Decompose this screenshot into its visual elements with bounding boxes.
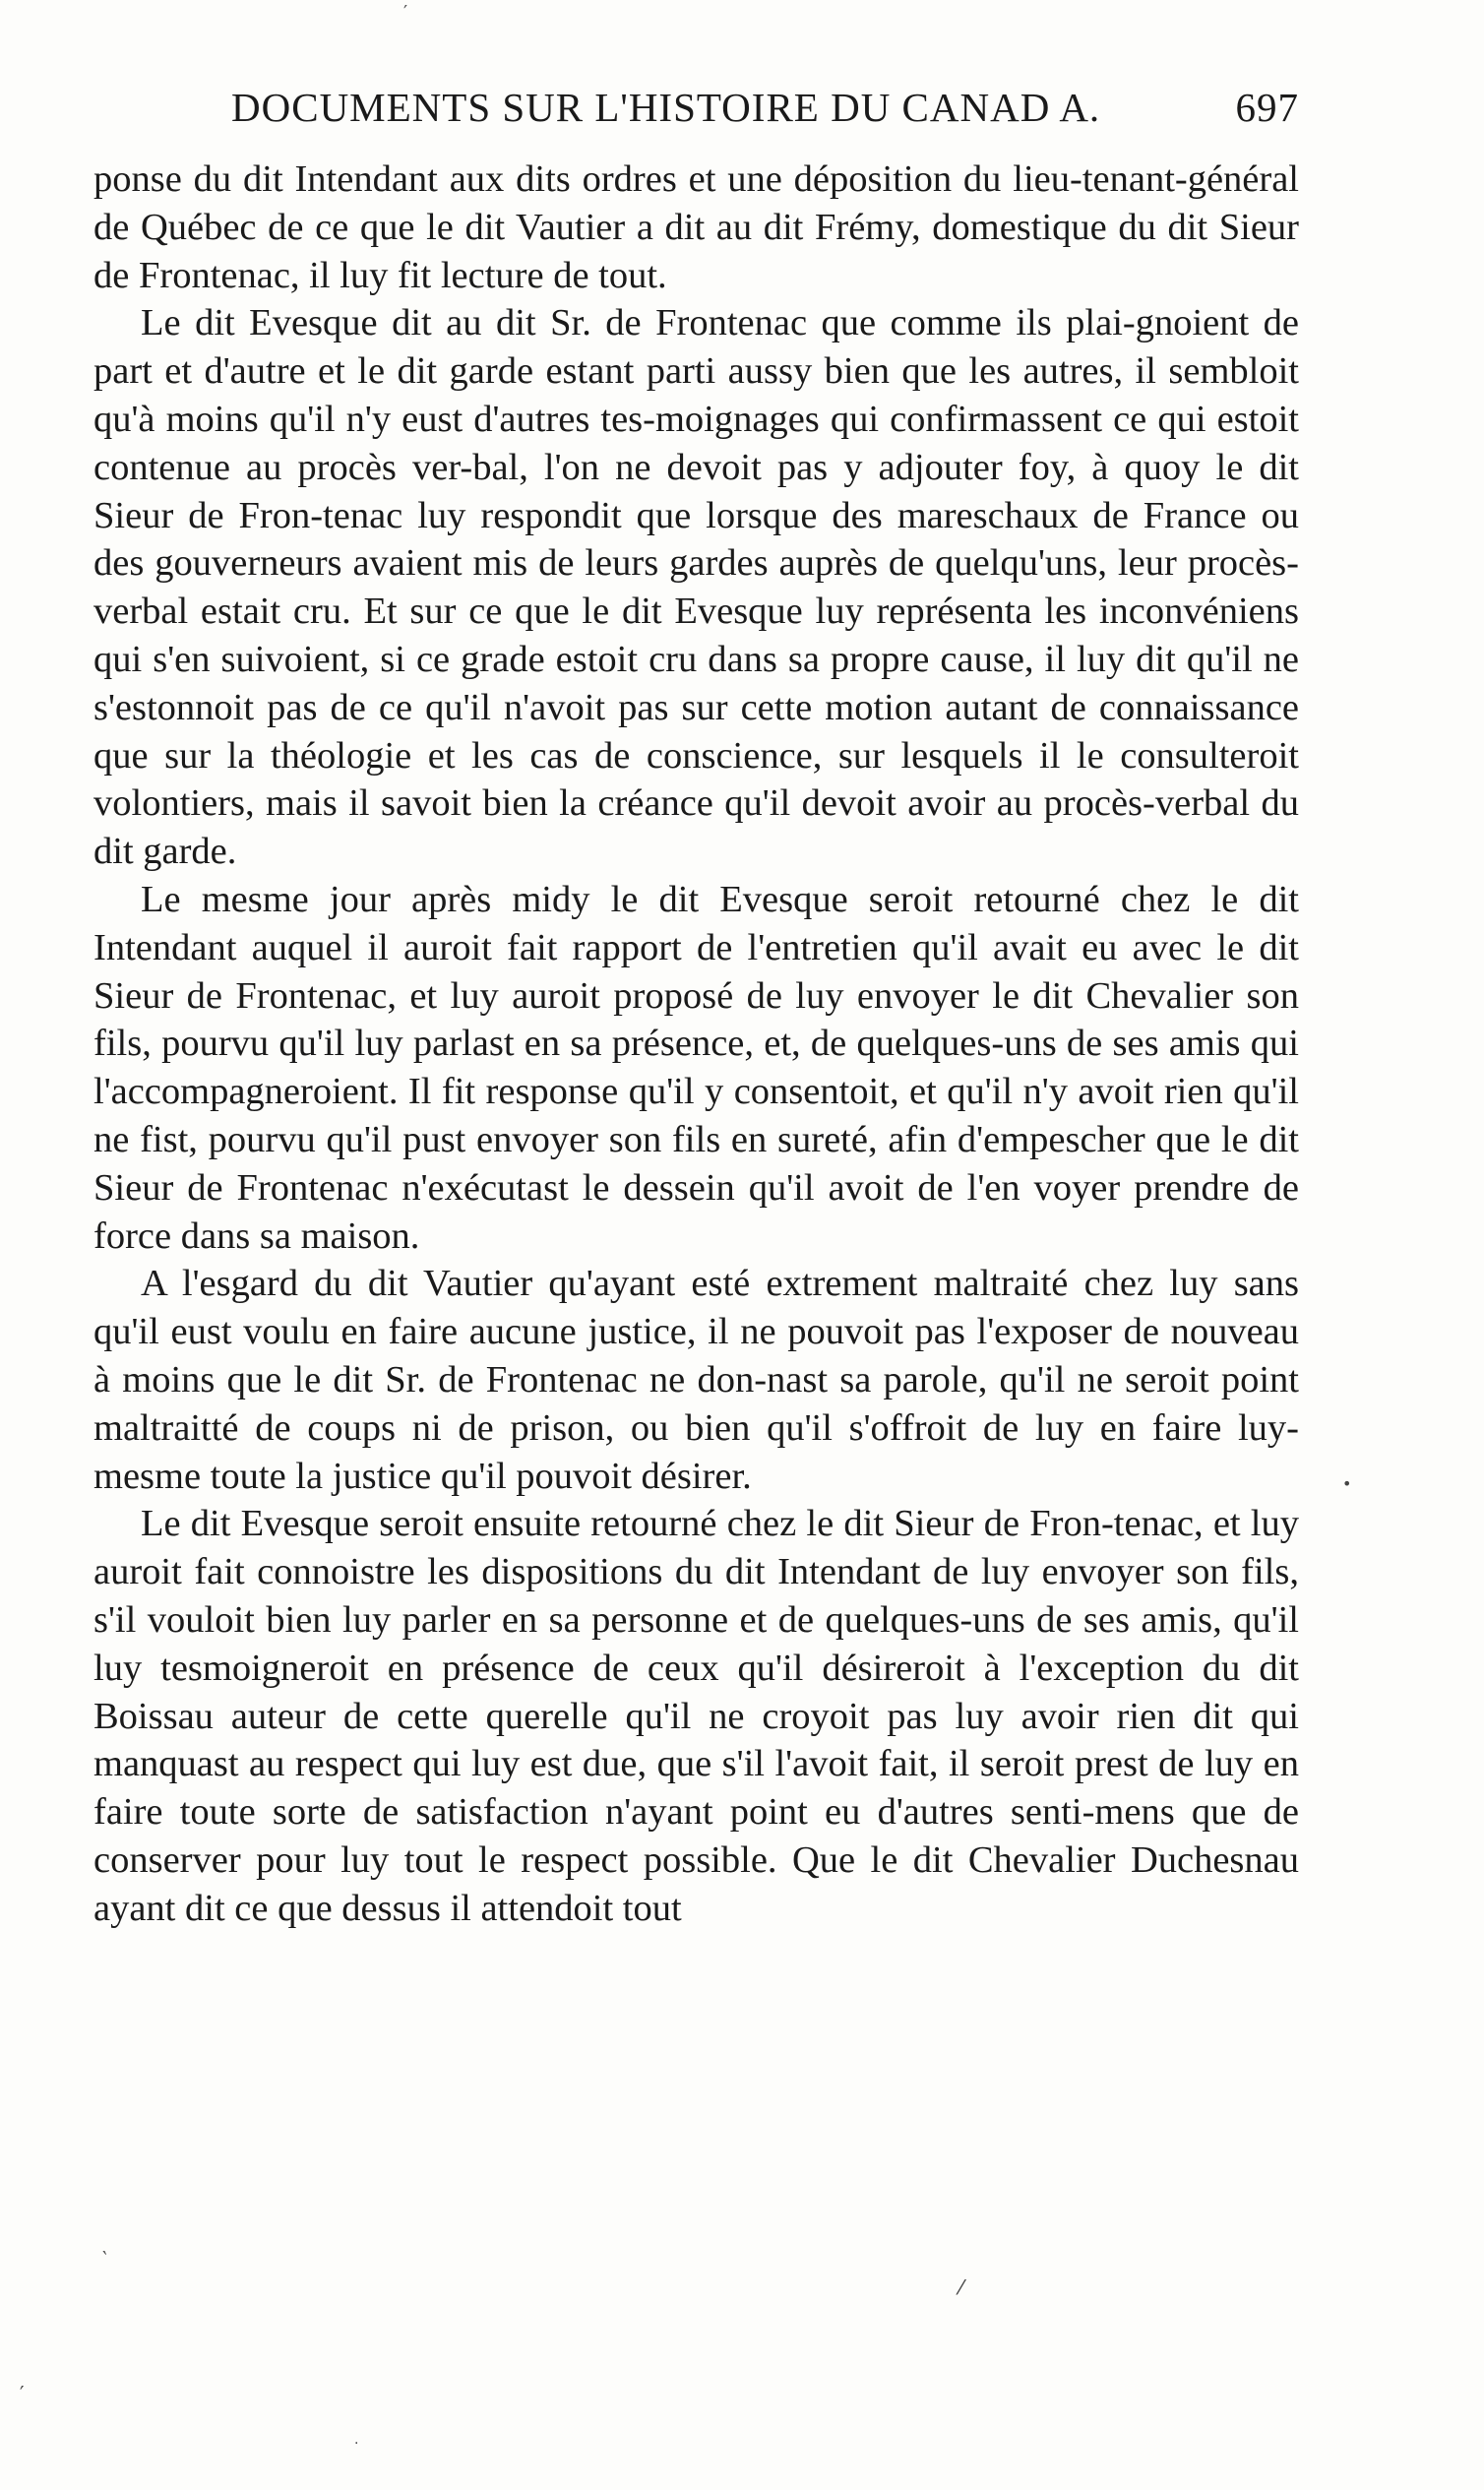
paragraph-1: ponse du dit Intendant aux dits ordres et une déposition du lieu-tenant-général de Québec de ce que le dit Vautier a dit au dit Frémy, domestique du dit Sieur de Frontenac, il luy fit lecture de tout. xyxy=(93,158,1299,296)
paragraph-5: Le dit Evesque seroit ensuite retourné chez le dit Sieur de Fron-tenac, et luy auroit fait connoistre les dispositions du dit Intendant de luy envoyer son fils, s'il vouloit bien luy parler en sa personne et de quelques-uns de ses amis, qu'il luy tesmoigneroit en présence de ceux qu'il désireroit à l'exception du dit Boissau auteur de cette querelle qu'il ne croyoit pas luy avoir rien dit qui manquast au respect qui luy est due, que s'il l'avoit fait, il seroit prest de luy en faire toute sorte de satisfaction n'ayant point eu d'autres senti-mens que de conserver pour luy tout le respect possible. Que le dit Chevalier Duchesnau ayant dit ce que dessus il attendoit tout xyxy=(93,1503,1299,1929)
page-number: 697 xyxy=(1235,85,1299,130)
paragraph-2: Le dit Evesque dit au dit Sr. de Frontenac que comme ils plai-gnoient de part et d'autre et le dit garde estant parti aussy bien que les autres, il sembloit qu'à moins qu'il n'y eust d'autres tes-moignages qui confirmassent ce qui estoit contenue au procès ver-bal, l'on ne devoit pas y adjouter foy, à quoy le dit Sieur de Fron-tenac luy respondit que lorsque des mareschaux de France ou des gouverneurs avaient mis de leurs gardes auprès de quelqu'uns, leur procès-verbal estait cru. Et sur ce que le dit Evesque luy représenta les inconvéniens qui s'en suivoient, si ce grade estoit cru dans sa propre cause, il luy dit qu'il ne s'estonnoit pas de ce qu'il n'avoit pas sur cette motion autant de connaissance que sur la théologie et les cas de conscience, sur lesquels il le consulteroit volontiers, mais il savoit bien la créance qu'il devoit avoir au procès-verbal du dit garde. xyxy=(93,302,1299,873)
paragraph-3: Le mesme jour après midy le dit Evesque seroit retourné chez le dit Intendant auquel il auroit fait rapport de l'entretien qu'il avait eu avec le dit Sieur de Frontenac, et luy auroit proposé de luy envoyer le dit Chevalier son fils, pourvu qu'il luy parlast en sa présence, et, de quelques-uns de ses amis qui l'accompagneroient. Il fit response qu'il y consentoit, et qu'il n'y avoit rien qu'il ne fist, pourvu qu'il pust envoyer son fils en sureté, afin d'empescher que le dit Sieur de Frontenac n'exécutast le dessein qu'il avoit de l'en voyer prendre de force dans sa maison. xyxy=(93,878,1299,1257)
paragraph-4: A l'esgard du dit Vautier qu'ayant esté extrement maltraité chez luy sans qu'il eust voulu en faire aucune justice, il ne pouvoit pas l'exposer de nouveau à moins que le dit Sr. de Frontenac ne don-nast sa parole, qu'il ne seroit point maltraitté de coups ni de prison, ou bien qu'il s'offroit de luy en faire luy-mesme toute la justice qu'il pouvoit désirer. xyxy=(93,1263,1299,1497)
body-text xyxy=(93,156,1299,1932)
scan-speck: ‵ xyxy=(102,2247,107,2271)
scan-speck: · xyxy=(354,2436,359,2452)
margin-dot: • xyxy=(1342,1474,1352,1493)
scan-speck: ′ xyxy=(403,2,408,23)
scan-speck: ′ xyxy=(20,2382,25,2405)
running-head xyxy=(93,84,1299,143)
scan-speck: ⁄ xyxy=(959,2275,963,2299)
running-title: DOCUMENTS SUR L'HISTOIRE DU CANAD A. xyxy=(231,85,1101,130)
